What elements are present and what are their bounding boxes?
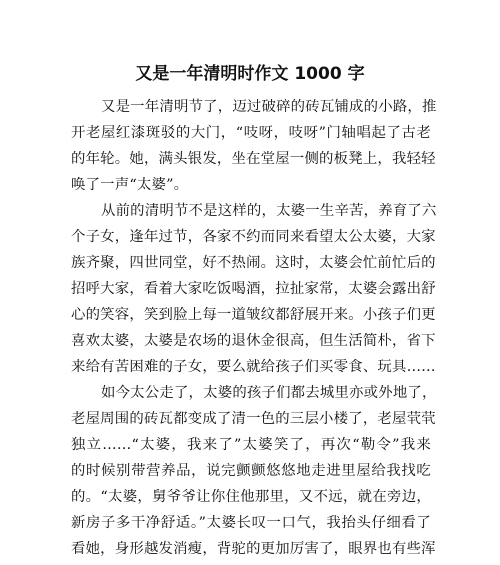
paragraph-line: 心的笑容，笑到脸上每一道皱纹都舒展开来。小孩子们更 [71,307,436,323]
paragraph-line: 的。“太婆，舅爷爷让你住他那里，又不远，就在旁边， [71,489,431,505]
paragraph-line: 看她，身形越发消瘦，背驼的更加厉害了，眼界也有些浑 [71,541,436,557]
paragraph-line: 的时候别带营养品，说完颤颤悠悠地走进里屋给我找吃 [71,463,431,479]
paragraph-line: 又是一年清明节了，迈过破碎的砖瓦铺成的小路，推 [101,99,437,115]
paragraph-line: 招呼大家，看着大家吃饭喝酒，拉扯家常，太婆会露出舒 [71,281,436,297]
paragraph-line: 从前的清明节不是这样的，太婆一生辛苦，养育了六 [101,203,437,219]
paragraph-line: 喜欢太婆，太婆是农场的退休金很高，但生活简朴，省下 [71,333,436,349]
paragraph-line: 族齐聚，四世同堂，好不热闹。这时，太婆会忙前忙后的 [71,255,436,271]
document-title: 又是一年清明时作文 1000 字 [135,64,365,84]
paragraph-line: 个子女，逢年过节，各家不约而同来看望太公太婆，大家 [71,229,436,245]
paragraph-line: 来给有苦困难的子女，要么就给孩子们买零食、玩具…… [71,359,436,375]
paragraph-line: 如今太公走了，太婆的孩子们都去城里亦或外地了， [101,385,437,401]
paragraph-line: 新房子多干净舒适。”太婆长叹一口气，我抬头仔细看了 [71,515,431,531]
paragraph-line: 的年轮。她，满头银发，坐在堂屋一侧的板凳上，我轻轻 [71,151,436,167]
paragraph-line: 老屋周围的砖瓦都变成了清一色的三层小楼了，老屋茕茕 [71,411,436,427]
paragraph-line: 开老屋红漆斑驳的大门，“吱呀，吱呀”门轴唱起了古老 [71,125,431,141]
paragraph-line: 唤了一声“太婆”。 [71,177,189,193]
paragraph-line: 独立……“太婆，我来了”太婆笑了，再次“勒令”我来 [71,437,431,453]
